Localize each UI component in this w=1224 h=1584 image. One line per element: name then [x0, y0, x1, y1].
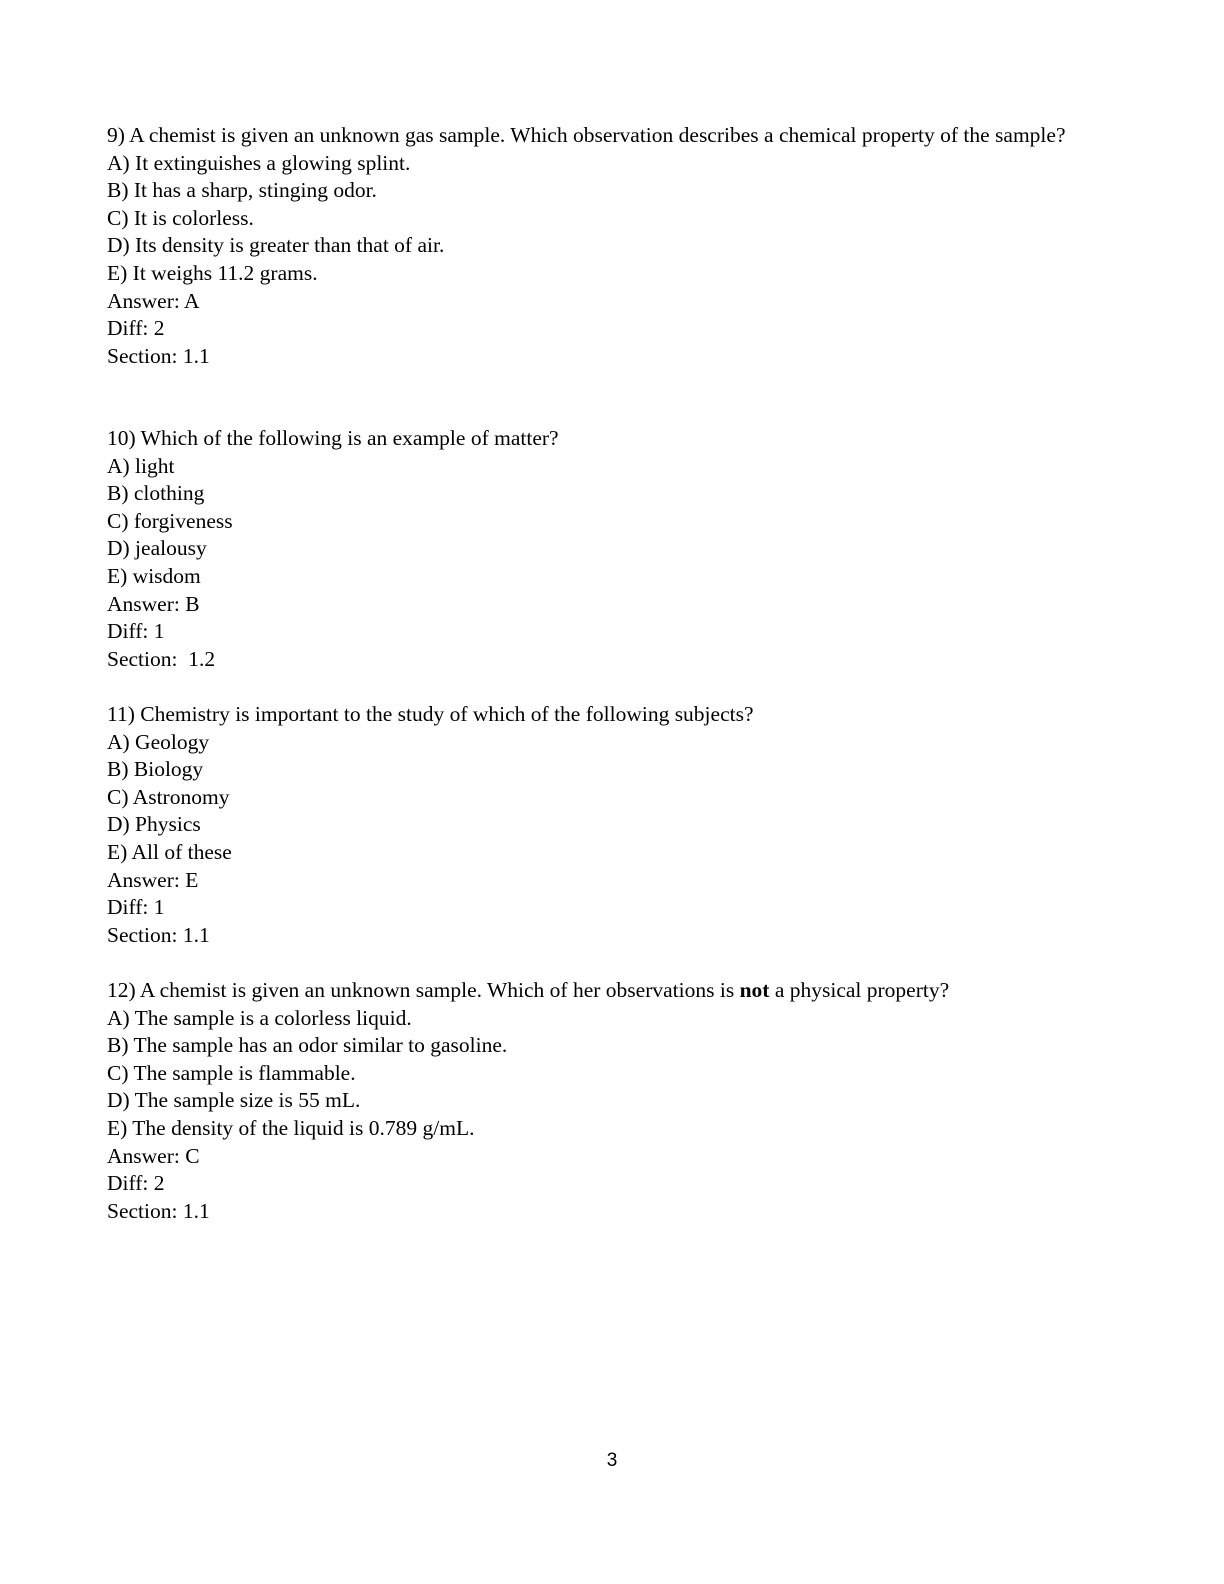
- option-c: C) It is colorless.: [107, 205, 254, 230]
- question-9: [107, 122, 1117, 370]
- option-d: D) Physics: [107, 812, 201, 837]
- question-stem: 9) A chemist is given an unknown gas sample. Which observation describes a chemical property of the sample?: [107, 123, 1066, 147]
- question-stem-end: a physical property?: [769, 978, 950, 1002]
- option-c: C) forgiveness: [107, 508, 233, 533]
- option-b: B) clothing: [107, 481, 205, 506]
- difficulty: Diff: 1: [107, 895, 165, 920]
- option-a: A) It extinguishes a glowing splint.: [107, 150, 411, 175]
- option-b: B) It has a sharp, stinging odor.: [107, 178, 377, 203]
- option-a: A) light: [107, 453, 175, 478]
- answer: Answer: A: [107, 288, 200, 313]
- option-b: B) Biology: [107, 757, 204, 782]
- difficulty: Diff: 2: [107, 1171, 165, 1196]
- option-c: C) The sample is flammable.: [107, 1060, 356, 1085]
- option-e: E) It weighs 11.2 grams.: [107, 260, 318, 285]
- option-d: D) jealousy: [107, 536, 207, 561]
- question-11: [107, 701, 1117, 949]
- question-stem-emphasis: not: [739, 978, 770, 1002]
- option-d: D) Its density is greater than that of air.: [107, 233, 445, 258]
- section: Section: 1.1: [107, 343, 210, 368]
- question-stem: 10) Which of the following is an example of matter?: [107, 426, 559, 450]
- page-number: 3: [606, 1450, 618, 1471]
- section: Section: 1.2: [107, 646, 216, 671]
- option-a: A) Geology: [107, 729, 210, 754]
- option-e: E) The density of the liquid is 0.789 g/mL.: [107, 1115, 475, 1140]
- question-stem: [107, 977, 1117, 1005]
- question-stem: 11) Chemistry is important to the study of which of the following subjects?: [107, 702, 754, 726]
- answer: Answer: E: [107, 867, 199, 892]
- option-b: B) The sample has an odor similar to gasoline.: [107, 1033, 508, 1058]
- section: Section: 1.1: [107, 1198, 210, 1223]
- option-d: D) The sample size is 55 mL.: [107, 1088, 361, 1113]
- option-a: A) The sample is a colorless liquid.: [107, 1005, 412, 1030]
- question-10: [107, 425, 1117, 673]
- answer: Answer: C: [107, 1143, 200, 1168]
- answer: Answer: B: [107, 591, 200, 616]
- option-c: C) Astronomy: [107, 784, 230, 809]
- question-12: [107, 977, 1117, 1225]
- option-e: E) wisdom: [107, 563, 201, 588]
- section: Section: 1.1: [107, 922, 210, 947]
- option-e: E) All of these: [107, 839, 232, 864]
- difficulty: Diff: 1: [107, 619, 165, 644]
- difficulty: Diff: 2: [107, 316, 165, 341]
- question-stem-start: 12) A chemist is given an unknown sample. Which of her observations is: [107, 978, 740, 1002]
